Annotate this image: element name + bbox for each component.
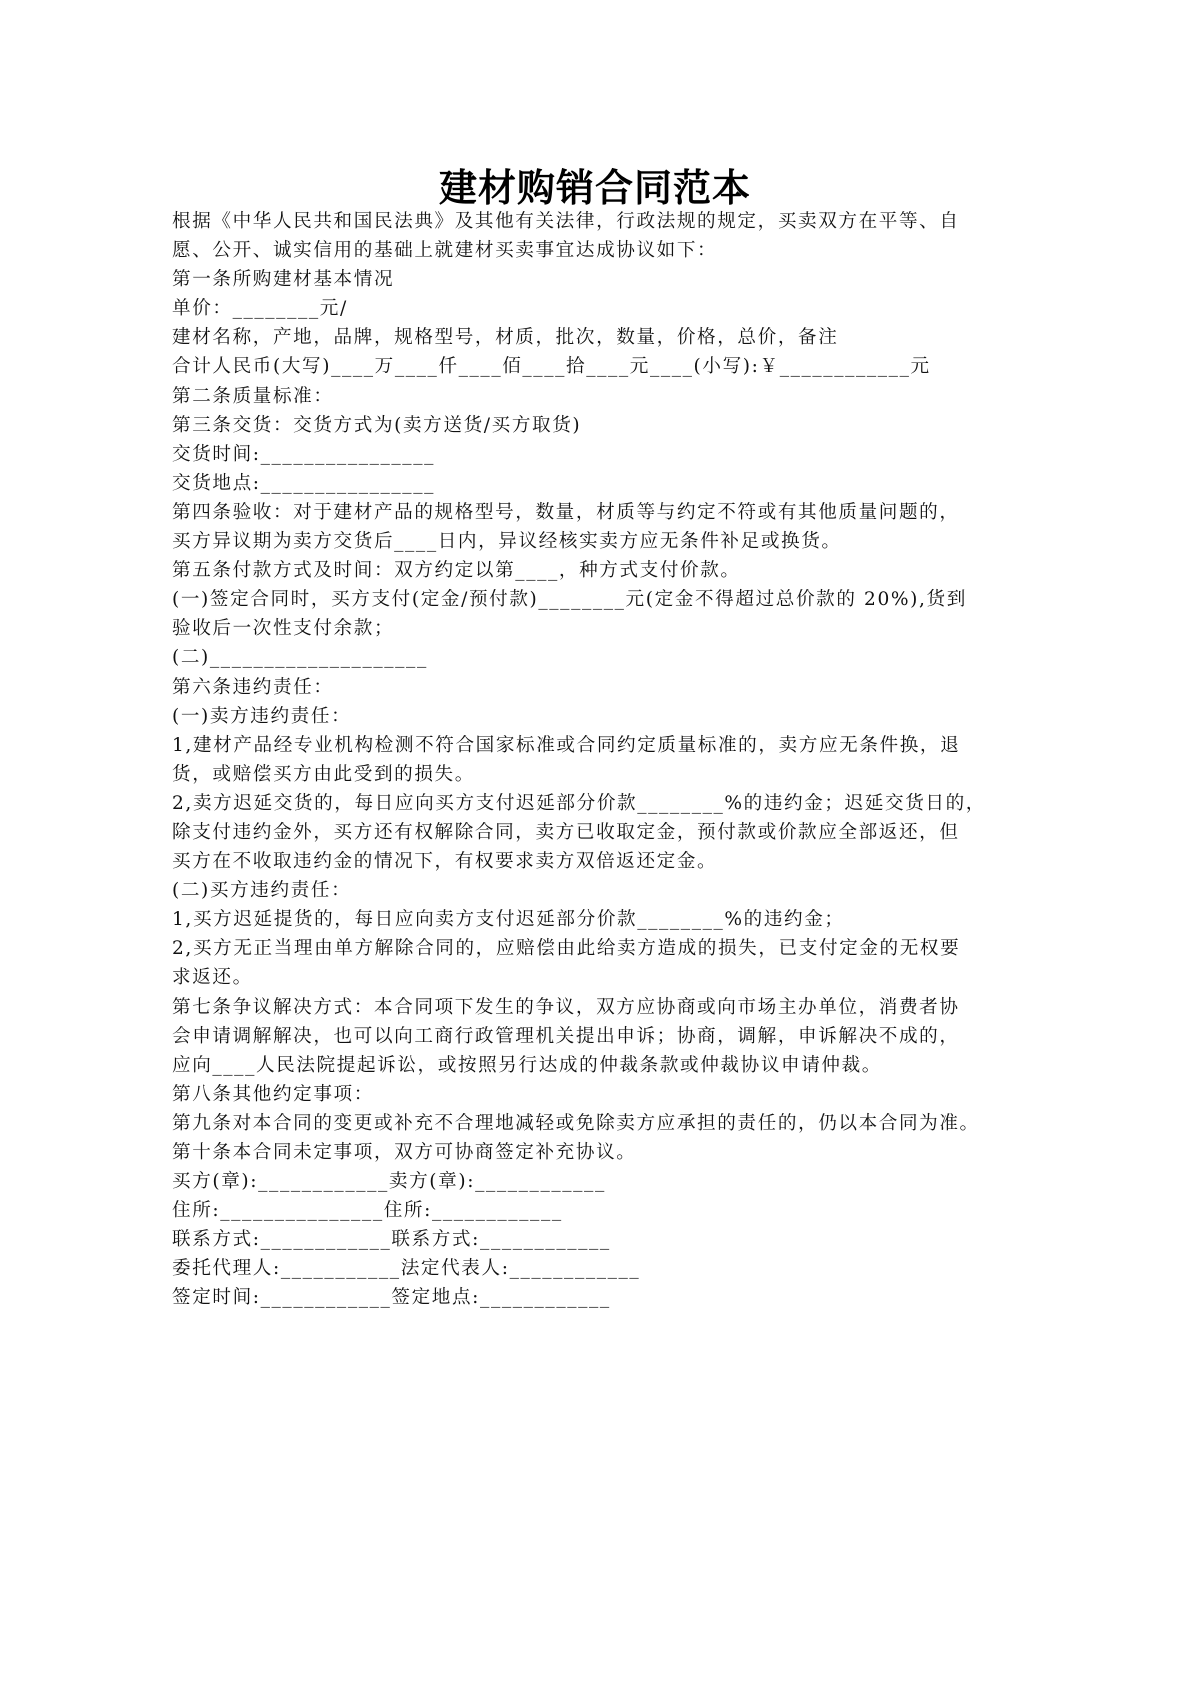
- seller-liability-2-line-2: 除支付违约金外，买方还有权解除合同，卖方已收取定金，预付款或价款应全部返还，但: [172, 821, 960, 843]
- seller-liability-2-line-1: 2,卖方迟延交货的，每日应向买方支付迟延部分价款________%的违约金；迟延交货日的，: [172, 792, 986, 814]
- article-7-line-2: 会申请调解解决，也可以向工商行政管理机关提出申诉；协商，调解，申诉解决不成的，: [172, 1025, 960, 1047]
- unit-price-field: 单价：________元/: [172, 298, 348, 320]
- buyer-seal-blank[interactable]: ____________: [258, 1171, 389, 1193]
- sign-place-label: 签定地点:: [391, 1287, 481, 1309]
- sign-date-label: 签定时间:: [172, 1287, 261, 1309]
- document-title: 建材购销合同范本: [438, 166, 751, 210]
- delivery-place-field: 交货地点:________________: [172, 472, 435, 494]
- article-10: 第十条本合同未定事项，双方可协商签定补充协议。: [172, 1142, 637, 1163]
- buyer-seal-label: 买方(章):: [172, 1171, 259, 1193]
- buyer-liability-2-line-1: 2,买方无正当理由单方解除合同的，应赔偿由此给卖方造成的损失，已支付定金的无权要: [172, 938, 961, 960]
- article-2-heading: 第二条质量标准：: [172, 385, 334, 407]
- signature-row-address: [172, 1196, 1012, 1225]
- seller-seal-blank[interactable]: ____________: [475, 1171, 606, 1193]
- seller-liability-1-line-1: 1,建材产品经专业机构检测不符合国家标准或合同约定质量标准的，卖方应无条件换，退: [172, 734, 961, 756]
- buyer-liability-1: 1,买方迟延提货的，每日应向卖方支付迟延部分价款________%的违约金；: [172, 909, 845, 931]
- signature-row-seal: [172, 1167, 1012, 1196]
- buyer-agent-blank[interactable]: ___________: [280, 1258, 401, 1280]
- article-9: 第九条对本合同的变更或补充不合理地减轻或免除卖方应承担的责任的，仍以本合同为准。: [172, 1112, 980, 1134]
- article-1-heading: 第一条所购建材基本情况: [172, 269, 395, 291]
- article-7-line-1: 第七条争议解决方式：本合同项下发生的争议，双方应协商或向市场主办单位，消费者协: [172, 996, 960, 1018]
- buyer-address-blank[interactable]: _______________: [220, 1200, 384, 1222]
- buyer-liability-2-line-2: 求返还。: [172, 967, 253, 989]
- article-4-line-2: 买方异议期为卖方交货后____日内，异议经核实卖方应无条件补足或换货。: [172, 531, 842, 553]
- delivery-time-field: 交货时间:________________: [172, 443, 435, 465]
- article-4-line-1: 第四条验收：对于建材产品的规格型号，数量，材质等与约定不符或有其他质量问题的，: [172, 501, 960, 523]
- seller-seal-label: 卖方(章):: [388, 1171, 476, 1193]
- material-columns-line: 建材名称，产地，品牌，规格型号，材质，批次，数量，价格，总价，备注: [172, 327, 839, 349]
- payment-clause-1-line-1: (一)签定合同时，买方支付(定金/预付款)________元(定金不得超过总价款的 20%),货到: [172, 589, 967, 611]
- seller-address-blank[interactable]: ____________: [431, 1200, 563, 1222]
- article-8-heading: 第八条其他约定事项：: [172, 1083, 374, 1105]
- seller-contact-label: 联系方式:: [391, 1229, 481, 1251]
- buyer-agent-label: 委托代理人:: [172, 1258, 281, 1280]
- seller-address-label: 住所:: [383, 1200, 432, 1222]
- signature-row-contact: [172, 1225, 1012, 1254]
- buyer-liability-heading: (二)买方违约责任：: [172, 880, 352, 902]
- total-amount-field: 合计人民币(大写)____万____仟____佰____拾____元____(小写):￥____________元: [172, 356, 931, 378]
- sign-place-blank[interactable]: ____________: [480, 1287, 611, 1309]
- seller-contact-blank[interactable]: ____________: [480, 1229, 611, 1251]
- article-7-line-3: 应向____人民法院提起诉讼，或按照另行达成的仲裁条款或仲裁协议申请仲裁。: [172, 1054, 882, 1076]
- seller-legal-rep-label: 法定代表人:: [400, 1258, 510, 1280]
- document-body: [172, 207, 1012, 1313]
- seller-liability-heading: (一)卖方违约责任：: [172, 705, 352, 727]
- buyer-contact-blank[interactable]: ____________: [260, 1229, 392, 1251]
- seller-liability-1-line-2: 货，或赔偿买方由此受到的损失。: [172, 763, 475, 785]
- signature-row-representative: [172, 1254, 1012, 1283]
- payment-clause-2: (二)____________________: [172, 647, 428, 669]
- seller-legal-rep-blank[interactable]: ____________: [509, 1258, 641, 1280]
- buyer-address-label: 住所:: [172, 1200, 221, 1222]
- article-5-heading: 第五条付款方式及时间：双方约定以第____，种方式支付价款。: [172, 560, 741, 582]
- signature-row-date-place: [172, 1283, 1012, 1312]
- payment-clause-1-line-2: 验收后一次性支付余款；: [172, 618, 395, 640]
- intro-line-1: 根据《中华人民共和国民法典》及其他有关法律，行政法规的规定，买卖双方在平等、自: [172, 211, 960, 232]
- buyer-contact-label: 联系方式:: [172, 1229, 261, 1251]
- article-6-heading: 第六条违约责任：: [172, 676, 334, 698]
- sign-date-blank[interactable]: ____________: [260, 1287, 392, 1309]
- seller-liability-2-line-3: 买方在不收取违约金的情况下，有权要求卖方双倍返还定金。: [172, 851, 718, 873]
- intro-line-2: 愿、公开、诚实信用的基础上就建材买卖事宜达成协议如下：: [172, 240, 718, 262]
- article-3-heading: 第三条交货：交货方式为(卖方送货/买方取货): [172, 414, 582, 436]
- signature-block: [172, 1167, 1012, 1312]
